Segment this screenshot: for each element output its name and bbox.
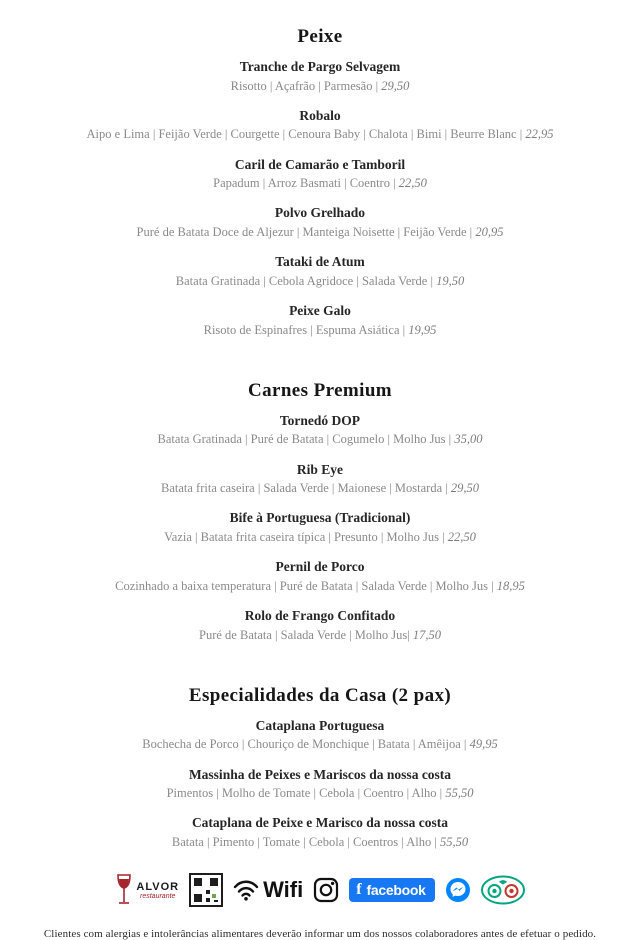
dish-price: 29,50	[381, 78, 410, 93]
section-carnes-premium	[0, 380, 640, 643]
dish-ingredients: Puré de Batata Doce de Aljezur | Manteiga Noisette | Feijão Verde |	[136, 224, 473, 239]
dish-ingredients: Papadum | Arroz Basmati | Coentro |	[213, 176, 396, 191]
dish-name: Rib Eye	[296, 461, 344, 477]
menu-item	[0, 412, 640, 448]
dish-price: 29,50	[450, 481, 479, 496]
menu-item	[0, 766, 640, 802]
menu-item	[0, 509, 640, 545]
dish-price: 19,95	[408, 322, 437, 337]
dish-price: 22,95	[525, 127, 554, 142]
dish-ingredients: Pimentos | Molho de Tomate | Cebola | Coentro | Alho |	[166, 786, 443, 801]
dish-name: Tornedó DOP	[279, 412, 361, 428]
dish-description	[20, 126, 620, 142]
dish-description	[20, 224, 620, 240]
dish-description	[20, 175, 620, 191]
dish-price: 20,95	[475, 224, 504, 239]
dish-name: Massinha de Peixes e Mariscos da nossa costa	[188, 766, 452, 782]
dish-ingredients: Batata Gratinada | Cebola Agridoce | Salada Verde |	[175, 273, 433, 288]
dish-name: Cataplana de Peixe e Marisco da nossa costa	[191, 815, 449, 831]
dish-name: Pernil de Porco	[275, 559, 365, 575]
section-especialidades	[0, 685, 640, 850]
wifi-label: Wifi	[263, 877, 304, 903]
section-title: Especialidades da Casa (2 pax)	[188, 684, 452, 706]
allergy-note: Clientes com alergias e intolerâncias alimentares deverão informar um dos nossos colaboradores antes de efetuar o pedido.	[43, 928, 597, 940]
dish-description	[20, 273, 620, 289]
facebook-logo	[349, 878, 434, 902]
menu-item	[0, 302, 640, 338]
section-peixe	[0, 26, 640, 338]
dish-name: Tranche de Pargo Selvagem	[239, 59, 401, 74]
menu-item	[0, 107, 640, 143]
dish-price: 17,50	[412, 627, 441, 642]
dish-price: 55,50	[445, 786, 474, 801]
dish-description	[20, 834, 620, 850]
restaurant-logo	[115, 873, 179, 907]
dish-price: 19,50	[436, 273, 465, 288]
menu-item	[0, 717, 640, 753]
menu-item	[0, 461, 640, 497]
menu-item	[0, 814, 640, 850]
dish-ingredients: Puré de Batata | Salada Verde | Molho Jus|	[199, 627, 410, 642]
facebook-f-icon: f	[356, 881, 362, 899]
instagram-icon	[313, 877, 339, 903]
section-title: Carnes Premium	[247, 379, 393, 401]
dish-description	[20, 322, 620, 338]
dish-ingredients: Risotto | Açafrão | Parmesão |	[230, 78, 379, 93]
menu-item	[0, 156, 640, 192]
tripadvisor-icon	[481, 875, 525, 905]
dish-price: 49,95	[469, 737, 498, 752]
dish-price: 18,95	[496, 578, 525, 593]
footer-logos	[0, 864, 640, 916]
facebook-wordmark: facebook	[366, 882, 426, 899]
messenger-icon	[445, 877, 471, 903]
dish-price: 22,50	[398, 176, 427, 191]
dish-name: Rolo de Frango Confitado	[244, 607, 396, 623]
qr-code-icon	[189, 873, 223, 907]
wifi-icon	[233, 879, 259, 901]
dish-price: 55,50	[439, 834, 469, 849]
dish-name: Caril de Camarão e Tamboril	[234, 156, 406, 172]
dish-name: Robalo	[299, 107, 341, 123]
wifi-info	[233, 879, 303, 901]
dish-price: 35,00	[454, 432, 483, 447]
dish-price: 22,50	[447, 529, 476, 544]
dish-ingredients: Risoto de Espinafres | Espuma Asiática |	[203, 322, 406, 337]
section-title: Peixe	[297, 26, 343, 47]
dish-ingredients: Batata frita caseira | Salada Verde | Maionese | Mostarda |	[161, 481, 448, 496]
dish-description	[20, 578, 620, 594]
dish-ingredients: Cozinhado a baixa temperatura | Puré de Batata | Salada Verde | Molho Jus |	[115, 578, 494, 593]
dish-description	[20, 431, 620, 447]
dish-description	[20, 529, 620, 545]
menu-item	[0, 558, 640, 594]
dish-description	[20, 785, 620, 801]
dish-name: Peixe Galo	[289, 302, 351, 318]
dish-name: Polvo Grelhado	[274, 205, 366, 221]
menu-item	[0, 607, 640, 643]
dish-ingredients: Batata | Pimento | Tomate | Cebola | Coentros | Alho |	[171, 834, 437, 849]
dish-ingredients: Bochecha de Porco | Chouriço de Monchique | Batata | Amêijoa |	[142, 737, 467, 752]
menu-item	[0, 253, 640, 289]
dish-name: Tataki de Atum	[275, 254, 365, 270]
wine-glass-icon	[115, 873, 133, 907]
dish-description	[20, 627, 620, 643]
dish-ingredients: Aipo e Lima | Feijão Verde | Courgette | Cenoura Baby | Chalota | Bimi | Beurre Blanc |	[86, 127, 523, 142]
dish-description	[20, 480, 620, 496]
dish-ingredients: Batata Gratinada | Puré de Batata | Cogumelo | Molho Jus |	[157, 432, 452, 447]
menu-item	[0, 58, 640, 94]
dish-name: Cataplana Portuguesa	[255, 717, 385, 733]
dish-ingredients: Vazia | Batata frita caseira típica | Presunto | Molho Jus |	[164, 529, 445, 544]
restaurant-logo-subtext: restaurante	[140, 892, 176, 900]
dish-description	[20, 736, 620, 752]
menu-item	[0, 204, 640, 240]
restaurant-logo-text: ALVOR restaurante	[136, 880, 180, 900]
dish-description	[20, 78, 620, 94]
dish-name: Bife à Portuguesa (Tradicional)	[229, 510, 411, 526]
